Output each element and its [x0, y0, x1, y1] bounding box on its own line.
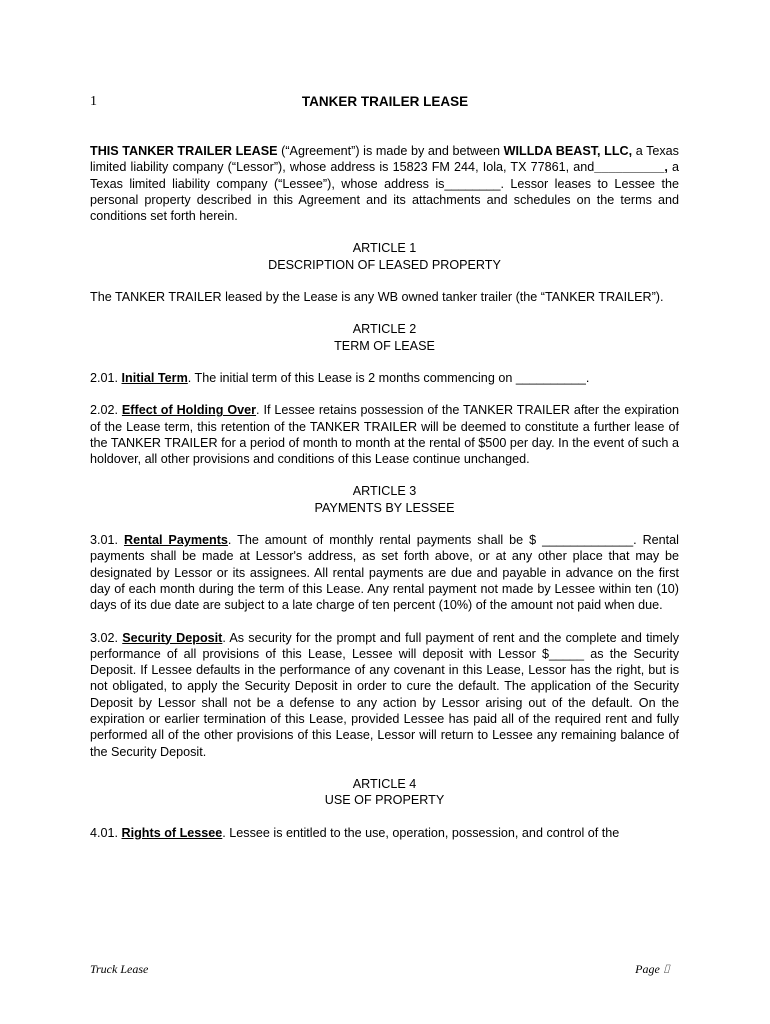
article-1-text: The TANKER TRAILER leased by the Lease is any WB owned tanker trailer (the “TANKER TRAILER”). — [90, 290, 664, 305]
section-number: 2.01. — [90, 370, 122, 385]
article-number: ARTICLE 4 — [352, 776, 417, 791]
article-4-heading — [90, 776, 679, 809]
document-body — [90, 143, 679, 841]
section-text: . If Lessee retains possession of the TANKER TRAILER after the expiration of the Lease term, this retention of the TANKER TRAILER will be deemed to constitute a further lease of the TANKER TRAILER for a period of month to month at the rental of $500 per day. In the event of such a holdover, all other provisions and conditions of this Lease continue unchanged. — [90, 403, 679, 467]
intro-paragraph — [90, 143, 679, 224]
lessor-name: WILLDA BEAST, LLC, — [503, 144, 633, 158]
section-text: . As security for the prompt and full payment of rent and the complete and timely performance of all provisions of this Lease, Lessee will deposit with Lessor $_____ as the Security Deposit. If Lessee defaults in the performance of any covenant in this Lease, Lessor has the right, but is not obligated, to apply the Security Deposit in order to cure the default. The application of the Security Deposit by Lessor shall not be a defense to any action by Lessor arising out of the default. On the expiration or earlier termination of this Lease, provided Lessee has paid all of the required rent and fully performed all of the other provisions of this Lease, Lessor will return to Lessee any remaining balance of the Security Deposit. — [90, 630, 679, 759]
section-title: Rental Payments — [123, 533, 228, 548]
article-title: USE OF PROPERTY — [324, 793, 445, 808]
section-text: . The initial term of this Lease is 2 months commencing on __________. — [187, 370, 590, 385]
section-title: Initial Term — [121, 370, 188, 385]
section-number: 4.01. — [90, 825, 122, 840]
section-text: . The amount of monthly rental payments shall be $ _____________. Rental payments shall be made at Lessor's address, as set forth above, or at any other place that may be designated by Lessor or its assignees. All rental payments are due and payable in advance on the first day of each month during the term of this Lease. Any rental payment not made by Lessee within ten (10) days of its due date are subject to a late charge of ten percent (10%) of the amount not paid when due. — [90, 533, 679, 613]
section-2-02 — [90, 402, 679, 467]
page-number: 1 — [90, 94, 97, 109]
article-number: ARTICLE 1 — [352, 241, 417, 256]
footer-page-label: Page ⌷ — [635, 962, 670, 976]
section-3-02 — [90, 630, 679, 760]
article-title: TERM OF LEASE — [334, 338, 435, 353]
document-title: TANKER TRAILER LEASE — [301, 94, 469, 109]
section-title: Effect of Holding Over — [121, 403, 257, 418]
lessee-blank: __________, — [594, 160, 668, 175]
footer-document-name: Truck Lease — [90, 962, 149, 976]
section-text: . Lessee is entitled to the use, operation, possession, and control of the — [222, 825, 620, 840]
intro-text-1: (“Agreement”) is made by and between — [277, 144, 504, 158]
section-2-01 — [90, 370, 679, 386]
section-title: Security Deposit — [122, 630, 223, 645]
article-number: ARTICLE 2 — [352, 322, 417, 337]
section-4-01 — [90, 825, 679, 841]
section-number: 3.02. — [90, 630, 123, 645]
article-title: PAYMENTS BY LESSEE — [314, 500, 455, 515]
intro-lead: THIS TANKER TRAILER LEASE — [90, 144, 278, 158]
section-number: 3.01. — [90, 533, 124, 548]
article-1-heading — [90, 240, 679, 273]
section-3-01 — [90, 532, 679, 613]
article-title: DESCRIPTION OF LEASED PROPERTY — [268, 257, 501, 272]
section-title: Rights of Lessee — [121, 825, 223, 840]
section-number: 2.02. — [90, 403, 122, 418]
intro-text-3: a Texas limited liability company (“Lessee”), whose address is________. Lessor leases to Lessee the personal property described in this Agreement and its attachments and schedules on the terms and conditions set forth herein. — [90, 160, 679, 224]
intro-text-2: a Texas limited liability company (“Lessor”), whose address is 15823 FM 244, Iola, TX 77861, and — [90, 144, 679, 175]
article-2-heading — [90, 321, 679, 354]
article-number: ARTICLE 3 — [352, 484, 417, 499]
article-3-heading — [90, 483, 679, 516]
